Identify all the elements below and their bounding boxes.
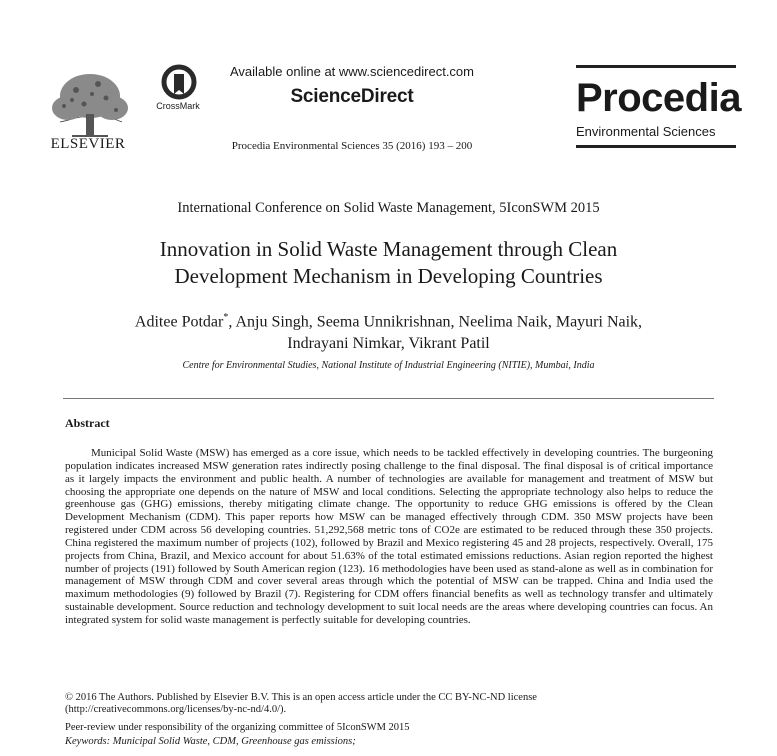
journal-title: Procedia bbox=[576, 76, 741, 120]
co-authors: , Anju Singh, Seema Unnikrishnan, Neelima Naik, Mayuri Naik, bbox=[228, 313, 643, 331]
author-list bbox=[60, 307, 717, 355]
author-list-line-1 bbox=[60, 307, 717, 333]
abstract-divider bbox=[63, 398, 714, 399]
keywords: Keywords: Municipal Solid Waste, CDM, Greenhouse gas emissions; bbox=[65, 736, 356, 747]
author-list-line-2: Indrayani Nimkar, Vikrant Patil bbox=[287, 335, 490, 353]
journal-rule-top bbox=[576, 65, 736, 68]
corresponding-author: Aditee Potdar bbox=[134, 313, 224, 331]
license-link[interactable]: (http://creativecommons.org/licenses/by-nc-nd/4.0/). bbox=[65, 704, 287, 715]
paper-title-line-1: Innovation in Solid Waste Management through Clean bbox=[159, 237, 618, 261]
sciencedirect-brand[interactable]: ScienceDirect bbox=[290, 86, 414, 107]
abstract-body: Municipal Solid Waste (MSW) has emerged as a core issue, which needs to be tackled effectively in developing countries. The burgeoning population indicates increased MSW generation rates indirectly posing challenge to the final disposal. The final disposal is of critical importance as it largely impacts the environment and public health. A number of technologies are available for management and treatment of MSW but choosing the appropriate one depends on the nature of MSW and local conditions. Selecting the appropriate technology also helps to reduce the greenhouse gas (GHG) emissions, thereby mitigating climate change. The opportunity to reduce GHG emissions is offered by the Clean Development Mechanism (CDM). This paper reports how MSW can be managed effectively through CDM. 350 MSW projects have been registered under CDM across 56 developing countries. 51,292,568 metric tons of CO2e are estimated to be reduced through these 350 projects. China registered the maximum number of projects (102), followed by Brazil and Mexico registering 45 and 28 projects, respectively. Overall, 175 projects from China, Brazil, and Mexico account for about 51.63% of the total estimated emissions reductions. Asian region reported the highest number of projects (191) followed by South American region (123). 16 methodologies have been used as stand-alone as well as in combination for management of MSW through CDM and cover several areas through which the potential of MSW can be trapped. China and India used the maximum methodologies (9) followed by Brazil (7). Registering for CDM offers financial benefits as well as technology transfer and ultimately sustainable development. Source reduction and technology development to suit local needs are the areas where developing countries can focus. An integrated system for solid waste management is perfectly suitable for developing countries. bbox=[65, 447, 713, 626]
copyright-notice: © 2016 The Authors. Published by Elsevier B.V. This is an open access article under the CC BY-NC-ND license bbox=[65, 692, 537, 703]
corresponding-mark[interactable]: * bbox=[223, 312, 229, 323]
conference-name: International Conference on Solid Waste Management, 5IconSWM 2015 bbox=[177, 200, 600, 216]
available-online-text: Available online at www.sciencedirect.com bbox=[230, 64, 474, 79]
affiliation: Centre for Environmental Studies, National Institute of Industrial Engineering (NITIE), Mumbai, India bbox=[182, 360, 595, 371]
abstract-heading: Abstract bbox=[65, 416, 110, 430]
journal-citation: Procedia Environmental Sciences 35 (2016) 193 – 200 bbox=[231, 140, 473, 152]
paper-title-line-2: Development Mechanism in Developing Countries bbox=[174, 264, 603, 288]
paper-title bbox=[60, 236, 717, 290]
journal-subtitle: Environmental Sciences bbox=[576, 124, 716, 139]
publisher-name: ELSEVIER bbox=[50, 136, 126, 152]
journal-rule-bottom bbox=[576, 145, 736, 148]
crossmark-label: CrossMark bbox=[156, 101, 200, 111]
peer-review-note: Peer-review under responsibility of the organizing committee of 5IconSWM 2015 bbox=[65, 722, 410, 733]
